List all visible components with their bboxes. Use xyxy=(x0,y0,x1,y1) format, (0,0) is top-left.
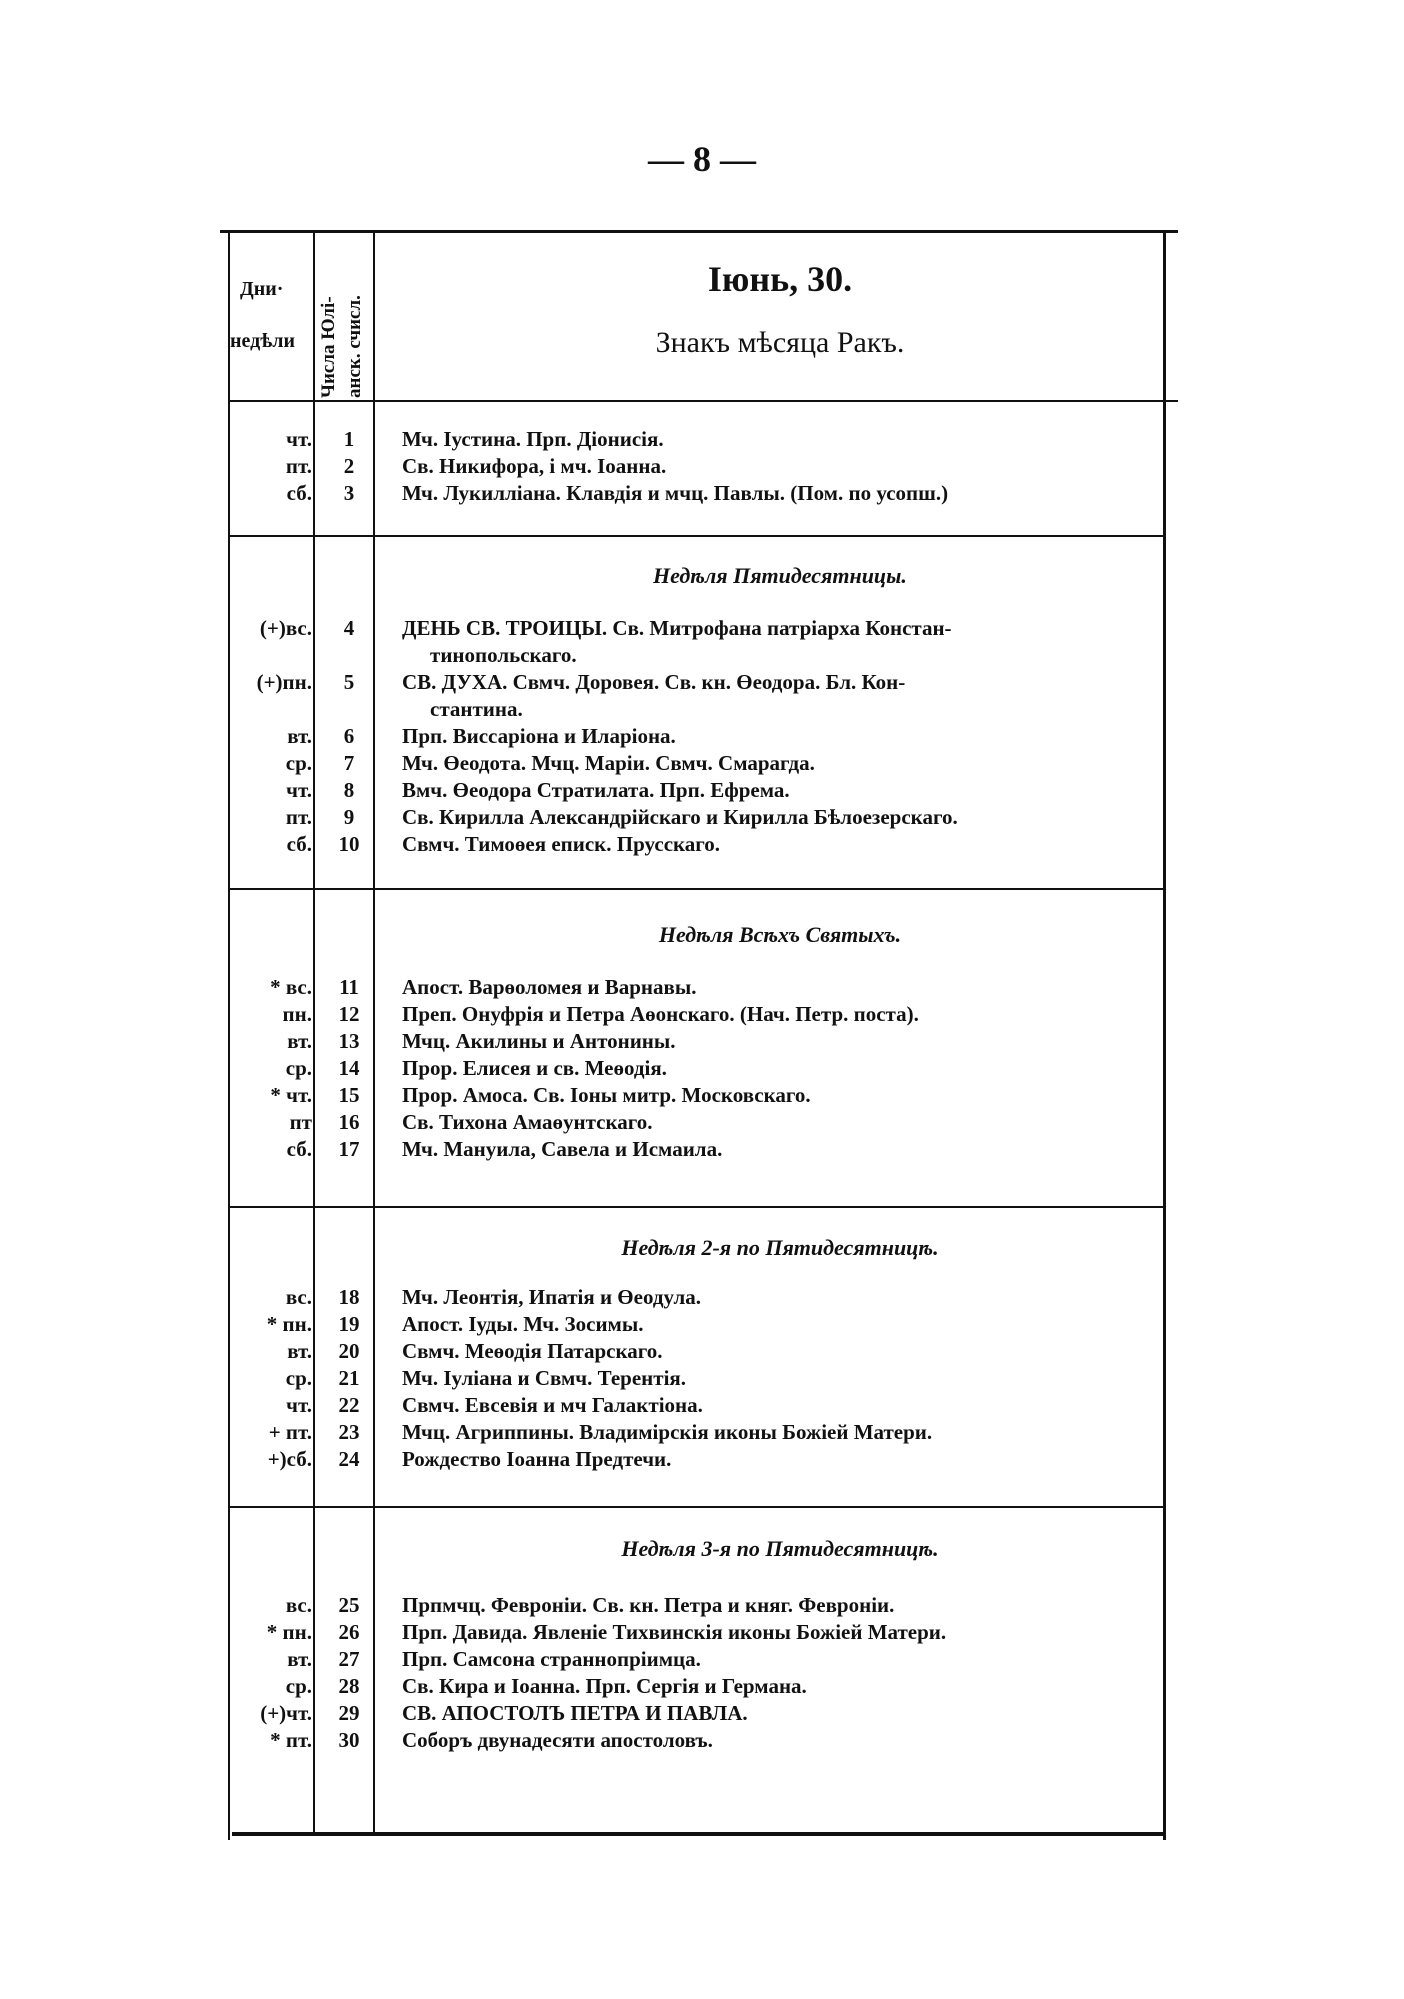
weekday: вт. xyxy=(287,1647,312,1671)
weekday: * вс. xyxy=(270,975,312,999)
commemoration: Прп. Самсона страннопріимца. xyxy=(402,1647,701,1671)
weekday: пн. xyxy=(282,1002,312,1026)
day-number: 15 xyxy=(338,1083,360,1107)
commemoration: Свмч. Меөодія Патарскаго. xyxy=(402,1339,663,1363)
calendar-row xyxy=(226,669,1166,696)
weekday: сб. xyxy=(286,832,312,856)
commemoration: ДЕНЬ СВ. ТРОИЦЫ. Св. Митрофана патріарха Констан- xyxy=(402,616,952,640)
weekday: вт. xyxy=(287,724,312,748)
zodiac-sign: Знакъ мѣсяца Ракъ. xyxy=(655,326,905,359)
week-separator-2 xyxy=(228,888,1166,890)
calendar-row xyxy=(226,1338,1166,1365)
table-top-rule xyxy=(220,230,1178,233)
day-number: 3 xyxy=(343,481,355,505)
numbers-header xyxy=(316,240,376,398)
day-number: 6 xyxy=(343,724,355,748)
calendar-row xyxy=(226,1082,1166,1109)
weekday: * пн. xyxy=(266,1620,312,1644)
day-number: 16 xyxy=(338,1110,360,1134)
weekday: вс. xyxy=(285,1593,312,1617)
day-number: 26 xyxy=(338,1620,360,1644)
weekday: пт. xyxy=(285,805,312,829)
day-number: 28 xyxy=(338,1674,360,1698)
week-separator-4 xyxy=(228,1506,1166,1508)
commemoration: Прп. Виссаріона и Иларіона. xyxy=(402,724,676,748)
day-number: 21 xyxy=(338,1366,360,1390)
week-title: Недѣля 3-я по Пятидесятницѣ. xyxy=(621,1536,939,1561)
weekday: ср. xyxy=(285,1366,312,1390)
commemoration-continuation: стантина. xyxy=(430,697,523,721)
day-number: 22 xyxy=(338,1393,360,1417)
weekday: сб. xyxy=(286,1137,312,1161)
day-number: 24 xyxy=(338,1447,360,1471)
day-number: 9 xyxy=(343,805,355,829)
weekday: ср. xyxy=(285,751,312,775)
calendar-row xyxy=(226,750,1166,777)
numbers-header-line2: анск. счисл. xyxy=(344,295,365,398)
calendar-row xyxy=(226,480,1166,507)
calendar-row xyxy=(226,974,1166,1001)
day-number: 11 xyxy=(339,975,359,999)
commemoration: Св. Кирилла Александрійскаго и Кирилла Бѣлоезерскаго. xyxy=(402,805,958,829)
commemoration: Мчц. Агриппины. Владимірскія иконы Божіей Матери. xyxy=(402,1420,933,1444)
month-title: Іюнь, 30. xyxy=(707,259,853,299)
day-number: 1 xyxy=(343,427,355,451)
weekday: * пн. xyxy=(266,1312,312,1336)
calendar-row xyxy=(226,1028,1166,1055)
calendar-row xyxy=(226,1001,1166,1028)
week-title: Недѣля Всѣхъ Святыхъ. xyxy=(658,922,902,947)
table-header-bottom-rule xyxy=(228,400,1178,402)
weekday: сб. xyxy=(286,481,312,505)
weekday: ср. xyxy=(285,1674,312,1698)
commemoration: Апост. Іуды. Мч. Зосимы. xyxy=(402,1312,644,1336)
weekday: * чт. xyxy=(270,1083,312,1107)
commemoration: СВ. АПОСТОЛЪ ПЕТРА И ПАВЛА. xyxy=(402,1701,748,1725)
numbers-header-line1: Числа Юлі- xyxy=(318,296,339,398)
day-number: 7 xyxy=(343,751,355,775)
day-number: 29 xyxy=(338,1701,360,1725)
commemoration: Мч. Лукилліана. Клавдія и мчц. Павлы. (Пом. по усопш.) xyxy=(402,481,949,505)
calendar-row xyxy=(226,426,1166,453)
calendar-row xyxy=(226,1619,1166,1646)
day-number: 19 xyxy=(338,1312,360,1336)
week-title: Недѣля Пятидесятницы. xyxy=(653,563,907,588)
day-number: 13 xyxy=(338,1029,360,1053)
days-header-line2: недѣли xyxy=(230,330,295,352)
day-number: 25 xyxy=(338,1593,360,1617)
calendar-row xyxy=(226,1284,1166,1311)
weekday: вс. xyxy=(285,1285,312,1309)
calendar-row xyxy=(226,777,1166,804)
weekday: + пт. xyxy=(268,1420,312,1444)
week-separator-3 xyxy=(228,1206,1166,1208)
commemoration: Соборъ двунадесяти апостоловъ. xyxy=(402,1728,713,1752)
day-number: 20 xyxy=(338,1339,360,1363)
commemoration: Прор. Елисея и св. Меөодія. xyxy=(402,1056,667,1080)
commemoration: Апост. Варөоломея и Варнавы. xyxy=(402,975,697,999)
calendar-row xyxy=(226,1727,1166,1754)
week-separator-1 xyxy=(228,535,1166,537)
calendar-row xyxy=(226,1446,1166,1473)
day-number: 17 xyxy=(338,1137,360,1161)
table-bottom-rule xyxy=(232,1832,1166,1836)
weekday: +)сб. xyxy=(267,1447,312,1471)
calendar-row xyxy=(226,1055,1166,1082)
calendar-row xyxy=(226,1419,1166,1446)
day-number: 18 xyxy=(338,1285,360,1309)
days-header-line1: Дни· xyxy=(240,278,284,300)
calendar-row xyxy=(226,804,1166,831)
weekday: чт. xyxy=(286,1393,312,1417)
weekday: * пт. xyxy=(270,1728,312,1752)
calendar-row-continuation xyxy=(226,642,1166,669)
commemoration: Прпмчц. Февроніи. Св. кн. Петра и княг. Февроніи. xyxy=(402,1593,895,1617)
day-number: 14 xyxy=(338,1056,360,1080)
calendar-row xyxy=(226,1109,1166,1136)
weekday: вт. xyxy=(287,1029,312,1053)
day-number: 10 xyxy=(338,832,360,856)
weekday: чт. xyxy=(286,427,312,451)
commemoration: Мч. Мануила, Савела и Исмаила. xyxy=(402,1137,723,1161)
weekday: пт. xyxy=(285,454,312,478)
calendar-row xyxy=(226,1673,1166,1700)
day-number: 4 xyxy=(343,616,355,640)
calendar-row xyxy=(226,1700,1166,1727)
day-number: 30 xyxy=(338,1728,360,1752)
commemoration: Прор. Амоса. Св. Іоны митр. Московскаго. xyxy=(402,1083,811,1107)
calendar-row xyxy=(226,1365,1166,1392)
commemoration-continuation: тинопольскаго. xyxy=(430,643,577,667)
commemoration: Мч. Леонтія, Ипатія и Өеодула. xyxy=(402,1285,701,1309)
calendar-row xyxy=(226,1646,1166,1673)
commemoration: Мч. Өеодота. Мчц. Маріи. Свмч. Смарагда. xyxy=(402,751,815,775)
calendar-row xyxy=(226,1392,1166,1419)
commemoration: Св. Тихона Амаөунтскаго. xyxy=(402,1110,653,1134)
day-number: 23 xyxy=(338,1420,360,1444)
day-number: 2 xyxy=(343,454,355,478)
weekday: чт. xyxy=(286,778,312,802)
calendar-row xyxy=(226,723,1166,750)
day-number: 8 xyxy=(343,778,355,802)
commemoration: Св. Никифора, і мч. Іоанна. xyxy=(402,454,667,478)
commemoration: Вмч. Өеодора Стратилата. Прп. Ефрема. xyxy=(402,778,790,802)
page-number: — 8 — xyxy=(648,139,756,179)
commemoration: Св. Кира и Іоанна. Прп. Сергія и Германа. xyxy=(402,1674,807,1698)
commemoration: СВ. ДУХА. Свмч. Доровея. Св. кн. Өеодора. Бл. Кон- xyxy=(402,670,906,694)
calendar-row xyxy=(226,831,1166,858)
commemoration: Рождество Іоанна Предтечи. xyxy=(402,1447,672,1471)
calendar-row xyxy=(226,615,1166,642)
commemoration: Мчц. Акилины и Антонины. xyxy=(402,1029,676,1053)
weekday: (+)чт. xyxy=(260,1701,312,1725)
day-number: 12 xyxy=(338,1002,360,1026)
commemoration: Мч. Іустина. Прп. Діонисія. xyxy=(402,427,664,451)
weekday: вт. xyxy=(287,1339,312,1363)
calendar-row xyxy=(226,453,1166,480)
calendar-row xyxy=(226,1136,1166,1163)
weekday: (+)пн. xyxy=(256,670,312,694)
commemoration: Мч. Іуліана и Свмч. Терентія. xyxy=(402,1366,687,1390)
commemoration: Свмч. Тимоөея епиcк. Прусскаго. xyxy=(402,832,721,856)
calendar-row-continuation xyxy=(226,696,1166,723)
weekday: пт xyxy=(289,1110,312,1134)
commemoration: Преп. Онуфрія и Петра Аөонскаго. (Нач. Петр. поста). xyxy=(402,1002,919,1026)
commemoration: Свмч. Евсевія и мч Галактіона. xyxy=(402,1393,703,1417)
weekday: ср. xyxy=(285,1056,312,1080)
calendar-row xyxy=(226,1592,1166,1619)
day-number: 5 xyxy=(343,670,355,694)
day-number: 27 xyxy=(338,1647,360,1671)
calendar-row xyxy=(226,1311,1166,1338)
weekday: (+)вс. xyxy=(259,616,312,640)
week-title: Недѣля 2-я по Пятидесятницѣ. xyxy=(621,1235,939,1260)
commemoration: Прп. Давида. Явленіе Тихвинскія иконы Божіей Матери. xyxy=(402,1620,947,1644)
